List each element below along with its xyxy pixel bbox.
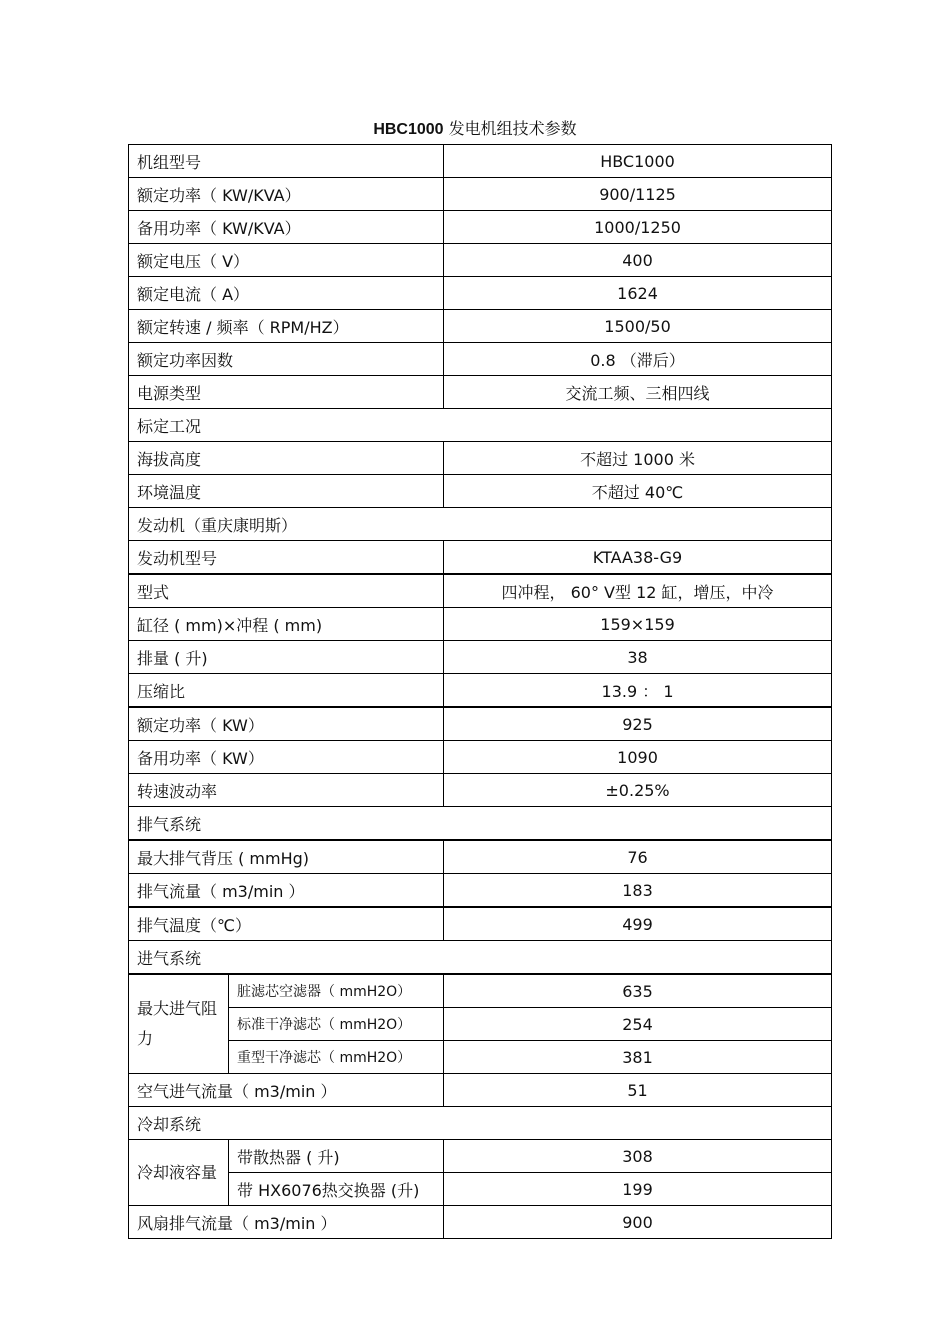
- row-label: 额定功率因数: [129, 343, 444, 376]
- row-label: 缸径 ( mm)×冲程 ( mm): [129, 608, 444, 641]
- row-value: 1624: [444, 277, 832, 310]
- table-row: [129, 211, 832, 244]
- section-heading: 排气系统: [129, 807, 832, 841]
- section-heading: 标定工况: [129, 409, 832, 442]
- table-row: [129, 674, 832, 708]
- section-heading: 发动机（重庆康明斯）: [129, 508, 832, 541]
- group-label: 冷却液容量: [129, 1140, 229, 1206]
- table-row: [129, 244, 832, 277]
- section-row: [129, 941, 832, 975]
- row-value: 925: [444, 707, 832, 741]
- row-label: 最大排气背压 ( mmHg): [129, 840, 444, 874]
- table-row: [129, 1074, 832, 1107]
- row-value: 381: [444, 1041, 832, 1074]
- row-value: 51: [444, 1074, 832, 1107]
- row-value: HBC1000: [444, 145, 832, 178]
- row-label: 额定电流（ A）: [129, 277, 444, 310]
- sub-label: 脏滤芯空滤器（ mmH2O）: [229, 974, 444, 1008]
- table-row: [129, 541, 832, 575]
- section-row: [129, 508, 832, 541]
- row-value: 400: [444, 244, 832, 277]
- row-label: 额定电压（ V）: [129, 244, 444, 277]
- row-value: 199: [444, 1173, 832, 1206]
- table-row: [129, 840, 832, 874]
- row-value: 0.8 （滞后）: [444, 343, 832, 376]
- row-value: 183: [444, 874, 832, 908]
- table-row: [129, 376, 832, 409]
- row-label: 风扇排气流量（ m3/min ）: [129, 1206, 444, 1239]
- title-model: HBC1000: [373, 121, 444, 138]
- table-row: [129, 178, 832, 211]
- row-value: 1000/1250: [444, 211, 832, 244]
- row-value: 308: [444, 1140, 832, 1173]
- table-row: [129, 974, 832, 1008]
- section-row: [129, 1107, 832, 1140]
- section-heading: 进气系统: [129, 941, 832, 975]
- row-value: 不超过 1000 米: [444, 442, 832, 475]
- section-row: [129, 409, 832, 442]
- row-label: 机组型号: [129, 145, 444, 178]
- row-value: 499: [444, 907, 832, 941]
- row-label: 电源类型: [129, 376, 444, 409]
- table-row: [129, 145, 832, 178]
- table-row: [129, 1008, 832, 1041]
- table-row: [129, 1041, 832, 1074]
- page-title: [0, 118, 950, 141]
- table-row: [129, 608, 832, 641]
- row-value: 38: [444, 641, 832, 674]
- row-value: 900/1125: [444, 178, 832, 211]
- sub-label: 带散热器 ( 升): [229, 1140, 444, 1173]
- table-row: [129, 741, 832, 774]
- row-value: 159×159: [444, 608, 832, 641]
- row-value: 四冲程， 60° V型 12 缸，增压，中冷: [444, 574, 832, 608]
- row-value: 1090: [444, 741, 832, 774]
- row-value: 1500/50: [444, 310, 832, 343]
- table-row: [129, 277, 832, 310]
- table-row: [129, 1140, 832, 1173]
- row-label: 转速波动率: [129, 774, 444, 807]
- row-label: 额定功率（ KW/KVA）: [129, 178, 444, 211]
- row-value: 900: [444, 1206, 832, 1239]
- spec-table: [128, 144, 832, 1239]
- row-value: 635: [444, 974, 832, 1008]
- row-label: 排气流量（ m3/min ）: [129, 874, 444, 908]
- row-label: 压缩比: [129, 674, 444, 708]
- row-label: 额定转速 / 频率（ RPM/HZ）: [129, 310, 444, 343]
- row-label: 排量 ( 升): [129, 641, 444, 674]
- row-label: 备用功率（ KW/KVA）: [129, 211, 444, 244]
- row-value: 254: [444, 1008, 832, 1041]
- table-row: [129, 874, 832, 908]
- table-row: [129, 442, 832, 475]
- row-value: 不超过 40℃: [444, 475, 832, 508]
- title-text: 发电机组技术参数: [448, 119, 577, 138]
- sub-label: 重型干净滤芯（ mmH2O）: [229, 1041, 444, 1074]
- section-heading: 冷却系统: [129, 1107, 832, 1140]
- table-row: [129, 641, 832, 674]
- table-row: [129, 1173, 832, 1206]
- sub-label: 带 HX6076热交换器 (升): [229, 1173, 444, 1206]
- row-label: 空气进气流量（ m3/min ）: [129, 1074, 444, 1107]
- table-row: [129, 574, 832, 608]
- table-row: [129, 475, 832, 508]
- row-value: KTAA38-G9: [444, 541, 832, 575]
- table-row: [129, 907, 832, 941]
- row-value: 13.9 ： 1: [444, 674, 832, 708]
- sub-label: 标准干净滤芯（ mmH2O）: [229, 1008, 444, 1041]
- row-value: ±0.25%: [444, 774, 832, 807]
- row-label: 发动机型号: [129, 541, 444, 575]
- row-label: 海拔高度: [129, 442, 444, 475]
- row-value: 交流工频、三相四线: [444, 376, 832, 409]
- table-row: [129, 774, 832, 807]
- row-value: 76: [444, 840, 832, 874]
- table-row: [129, 310, 832, 343]
- row-label: 型式: [129, 574, 444, 608]
- row-label: 环境温度: [129, 475, 444, 508]
- table-row: [129, 707, 832, 741]
- group-label: 最大进气阻力: [129, 974, 229, 1074]
- table-row: [129, 343, 832, 376]
- row-label: 备用功率（ KW）: [129, 741, 444, 774]
- row-label: 额定功率（ KW）: [129, 707, 444, 741]
- table-row: [129, 1206, 832, 1239]
- section-row: [129, 807, 832, 841]
- row-label: 排气温度（℃）: [129, 907, 444, 941]
